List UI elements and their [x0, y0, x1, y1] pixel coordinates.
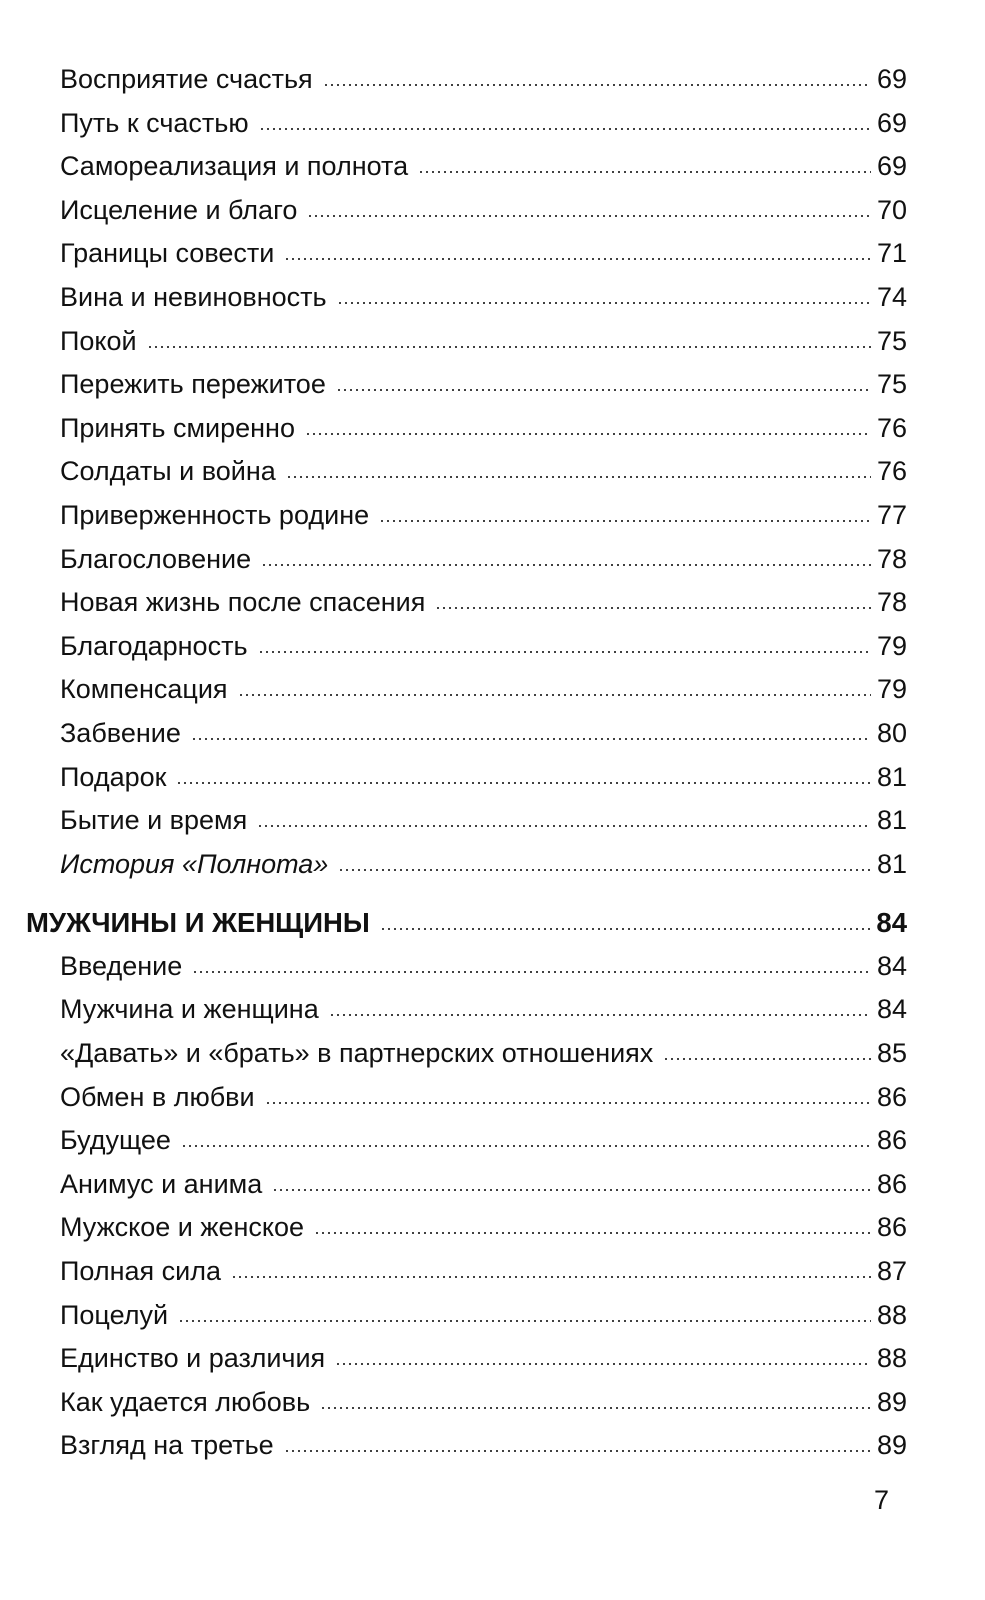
toc-entry-title: Покой [60, 325, 137, 356]
toc-entry-title: Полная сила [60, 1256, 221, 1287]
toc-entry-page: 74 [876, 281, 907, 312]
toc-entry [0, 712, 985, 756]
toc-entry-page: 69 [876, 151, 907, 182]
toc-entry-title: Принять смиренно [60, 412, 295, 443]
toc-entry [0, 668, 985, 712]
toc-entry [0, 1032, 985, 1076]
toc-entry-title: Исцеление и благо [60, 194, 298, 225]
toc-entry-title: Анимус и анима [60, 1168, 263, 1199]
toc-entry [0, 1206, 985, 1250]
dot-leader [284, 1449, 871, 1453]
toc-entry-title: Как удается любовь [60, 1386, 311, 1417]
toc-entry-page: 70 [876, 194, 907, 225]
toc-entry [0, 1294, 985, 1338]
dot-leader [259, 127, 871, 131]
dot-leader [379, 519, 871, 523]
toc-entry-title: Введение [60, 950, 183, 981]
toc-entry [0, 1424, 985, 1468]
toc-entry-page: 84 [876, 950, 907, 981]
toc-entry-title: Благодарность [60, 630, 248, 661]
toc-entry-title: Солдаты и война [60, 456, 276, 487]
toc-entry-page: 69 [876, 64, 907, 94]
toc-entry [0, 988, 985, 1032]
toc-entry-page: 86 [876, 1212, 907, 1243]
toc-entry [0, 756, 985, 800]
dot-leader [272, 1188, 871, 1192]
toc-entry-page: 88 [876, 1299, 907, 1330]
toc-entry-page: 80 [876, 717, 907, 748]
toc-entry-title: Поцелуй [60, 1299, 169, 1330]
dot-leader [314, 1231, 871, 1235]
toc-entry [0, 494, 985, 538]
toc-entry [0, 1163, 985, 1207]
toc-entry-page: 86 [876, 1168, 907, 1199]
dot-leader [258, 650, 871, 654]
toc-entry-page: 71 [876, 238, 907, 269]
toc-entry [0, 538, 985, 582]
toc-entry-page: 85 [876, 1038, 907, 1069]
toc-entry-title: Мужчина и женщина [60, 994, 319, 1025]
toc-entry-page: 69 [876, 107, 907, 138]
toc-entry [0, 799, 985, 843]
toc-entry [0, 1076, 985, 1120]
toc-entry-page: 81 [876, 805, 907, 836]
toc-entry-page: 89 [876, 1430, 907, 1461]
toc-entry-page: 88 [876, 1343, 907, 1374]
toc-entry [0, 189, 985, 233]
toc-entry [0, 232, 985, 276]
toc-entry-title: Бытие и время [60, 805, 248, 836]
toc-entry-page: 86 [876, 1081, 907, 1112]
toc-entry-title: Новая жизнь после спасения [60, 587, 426, 618]
dot-leader [663, 1057, 871, 1061]
dot-leader [338, 868, 871, 872]
dot-leader [257, 824, 871, 828]
toc-entry-title: Компенсация [60, 674, 228, 705]
section-page: 84 [876, 907, 907, 939]
toc-entry-page: 81 [876, 848, 907, 879]
dot-leader [435, 606, 871, 610]
toc-entry [0, 581, 985, 625]
toc-entry [0, 625, 985, 669]
toc-entry-title: Восприятие счастья [60, 64, 313, 94]
toc-entry-title: «Давать» и «брать» в партнерских отношениях [60, 1038, 654, 1069]
toc-entry-page: 89 [876, 1386, 907, 1417]
toc-entry-page: 77 [876, 499, 907, 530]
dot-leader [191, 737, 871, 741]
toc-entry-title: Границы совести [60, 238, 275, 269]
toc-entry-title: Путь к счастью [60, 107, 249, 138]
toc-section-heading [0, 901, 985, 945]
toc-entry-story [0, 843, 985, 887]
toc-entry-page: 78 [876, 587, 907, 618]
toc-entry-page: 76 [876, 456, 907, 487]
toc-entry-page: 86 [876, 1125, 907, 1156]
toc-entry [0, 145, 985, 189]
toc-entry-title: Будущее [60, 1125, 171, 1156]
dot-leader [320, 1406, 871, 1410]
dot-leader [307, 214, 871, 218]
toc-entry [0, 58, 985, 102]
dot-leader [336, 388, 871, 392]
dot-leader [147, 345, 871, 349]
dot-leader [286, 475, 871, 479]
dot-leader [231, 1275, 871, 1279]
section-title: МУЖЧИНЫ И ЖЕНЩИНЫ [26, 907, 370, 939]
toc-entry-page: 81 [876, 761, 907, 792]
dot-leader [261, 563, 871, 567]
dot-leader [265, 1101, 871, 1105]
dot-leader [192, 970, 871, 974]
dot-leader [380, 927, 871, 931]
toc-entry-title: Взгляд на третье [60, 1430, 274, 1461]
toc-entry [0, 1337, 985, 1381]
toc-entry-title: Приверженность родине [60, 499, 370, 530]
toc-entry [0, 407, 985, 451]
toc-entry-title: Единство и различия [60, 1343, 326, 1374]
toc-entry [0, 1250, 985, 1294]
dot-leader [238, 693, 871, 697]
dot-leader [329, 1013, 871, 1017]
toc-entry-page: 87 [876, 1256, 907, 1287]
toc-entry-title: Пережить пережитое [60, 369, 326, 400]
toc-entry [0, 276, 985, 320]
toc-entry [0, 102, 985, 146]
toc-entry [0, 320, 985, 364]
toc-entry-title: Благословение [60, 543, 252, 574]
dot-leader [323, 83, 871, 87]
toc-entry-title: Обмен в любви [60, 1081, 255, 1112]
toc-entry-page: 78 [876, 543, 907, 574]
toc-entry-page: 75 [876, 325, 907, 356]
toc-entry-page: 76 [876, 412, 907, 443]
dot-leader [181, 1144, 871, 1148]
dot-leader [176, 781, 871, 785]
toc-entry-title: Самореализация и полнота [60, 151, 409, 182]
toc-entry-page: 79 [876, 674, 907, 705]
toc-entry [0, 450, 985, 494]
toc-entry [0, 1381, 985, 1425]
toc-entry-title: Подарок [60, 761, 167, 792]
dot-leader [418, 170, 871, 174]
dot-leader [305, 432, 871, 436]
dot-leader [337, 301, 871, 305]
toc-entry [0, 1119, 985, 1163]
dot-leader [284, 257, 871, 261]
page-number: 7 [873, 1485, 889, 1515]
toc-entry-page: 79 [876, 630, 907, 661]
table-of-contents [0, 58, 985, 1468]
toc-entry-title: История «Полнота» [60, 848, 329, 879]
dot-leader [335, 1362, 871, 1366]
toc-entry-title: Забвение [60, 717, 181, 748]
toc-entry-title: Мужское и женское [60, 1212, 305, 1243]
toc-entry-title: Вина и невиновность [60, 281, 327, 312]
dot-leader [178, 1319, 871, 1323]
toc-entry-page: 75 [876, 369, 907, 400]
toc-entry-page: 84 [876, 994, 907, 1025]
toc-entry [0, 945, 985, 989]
toc-entry [0, 363, 985, 407]
